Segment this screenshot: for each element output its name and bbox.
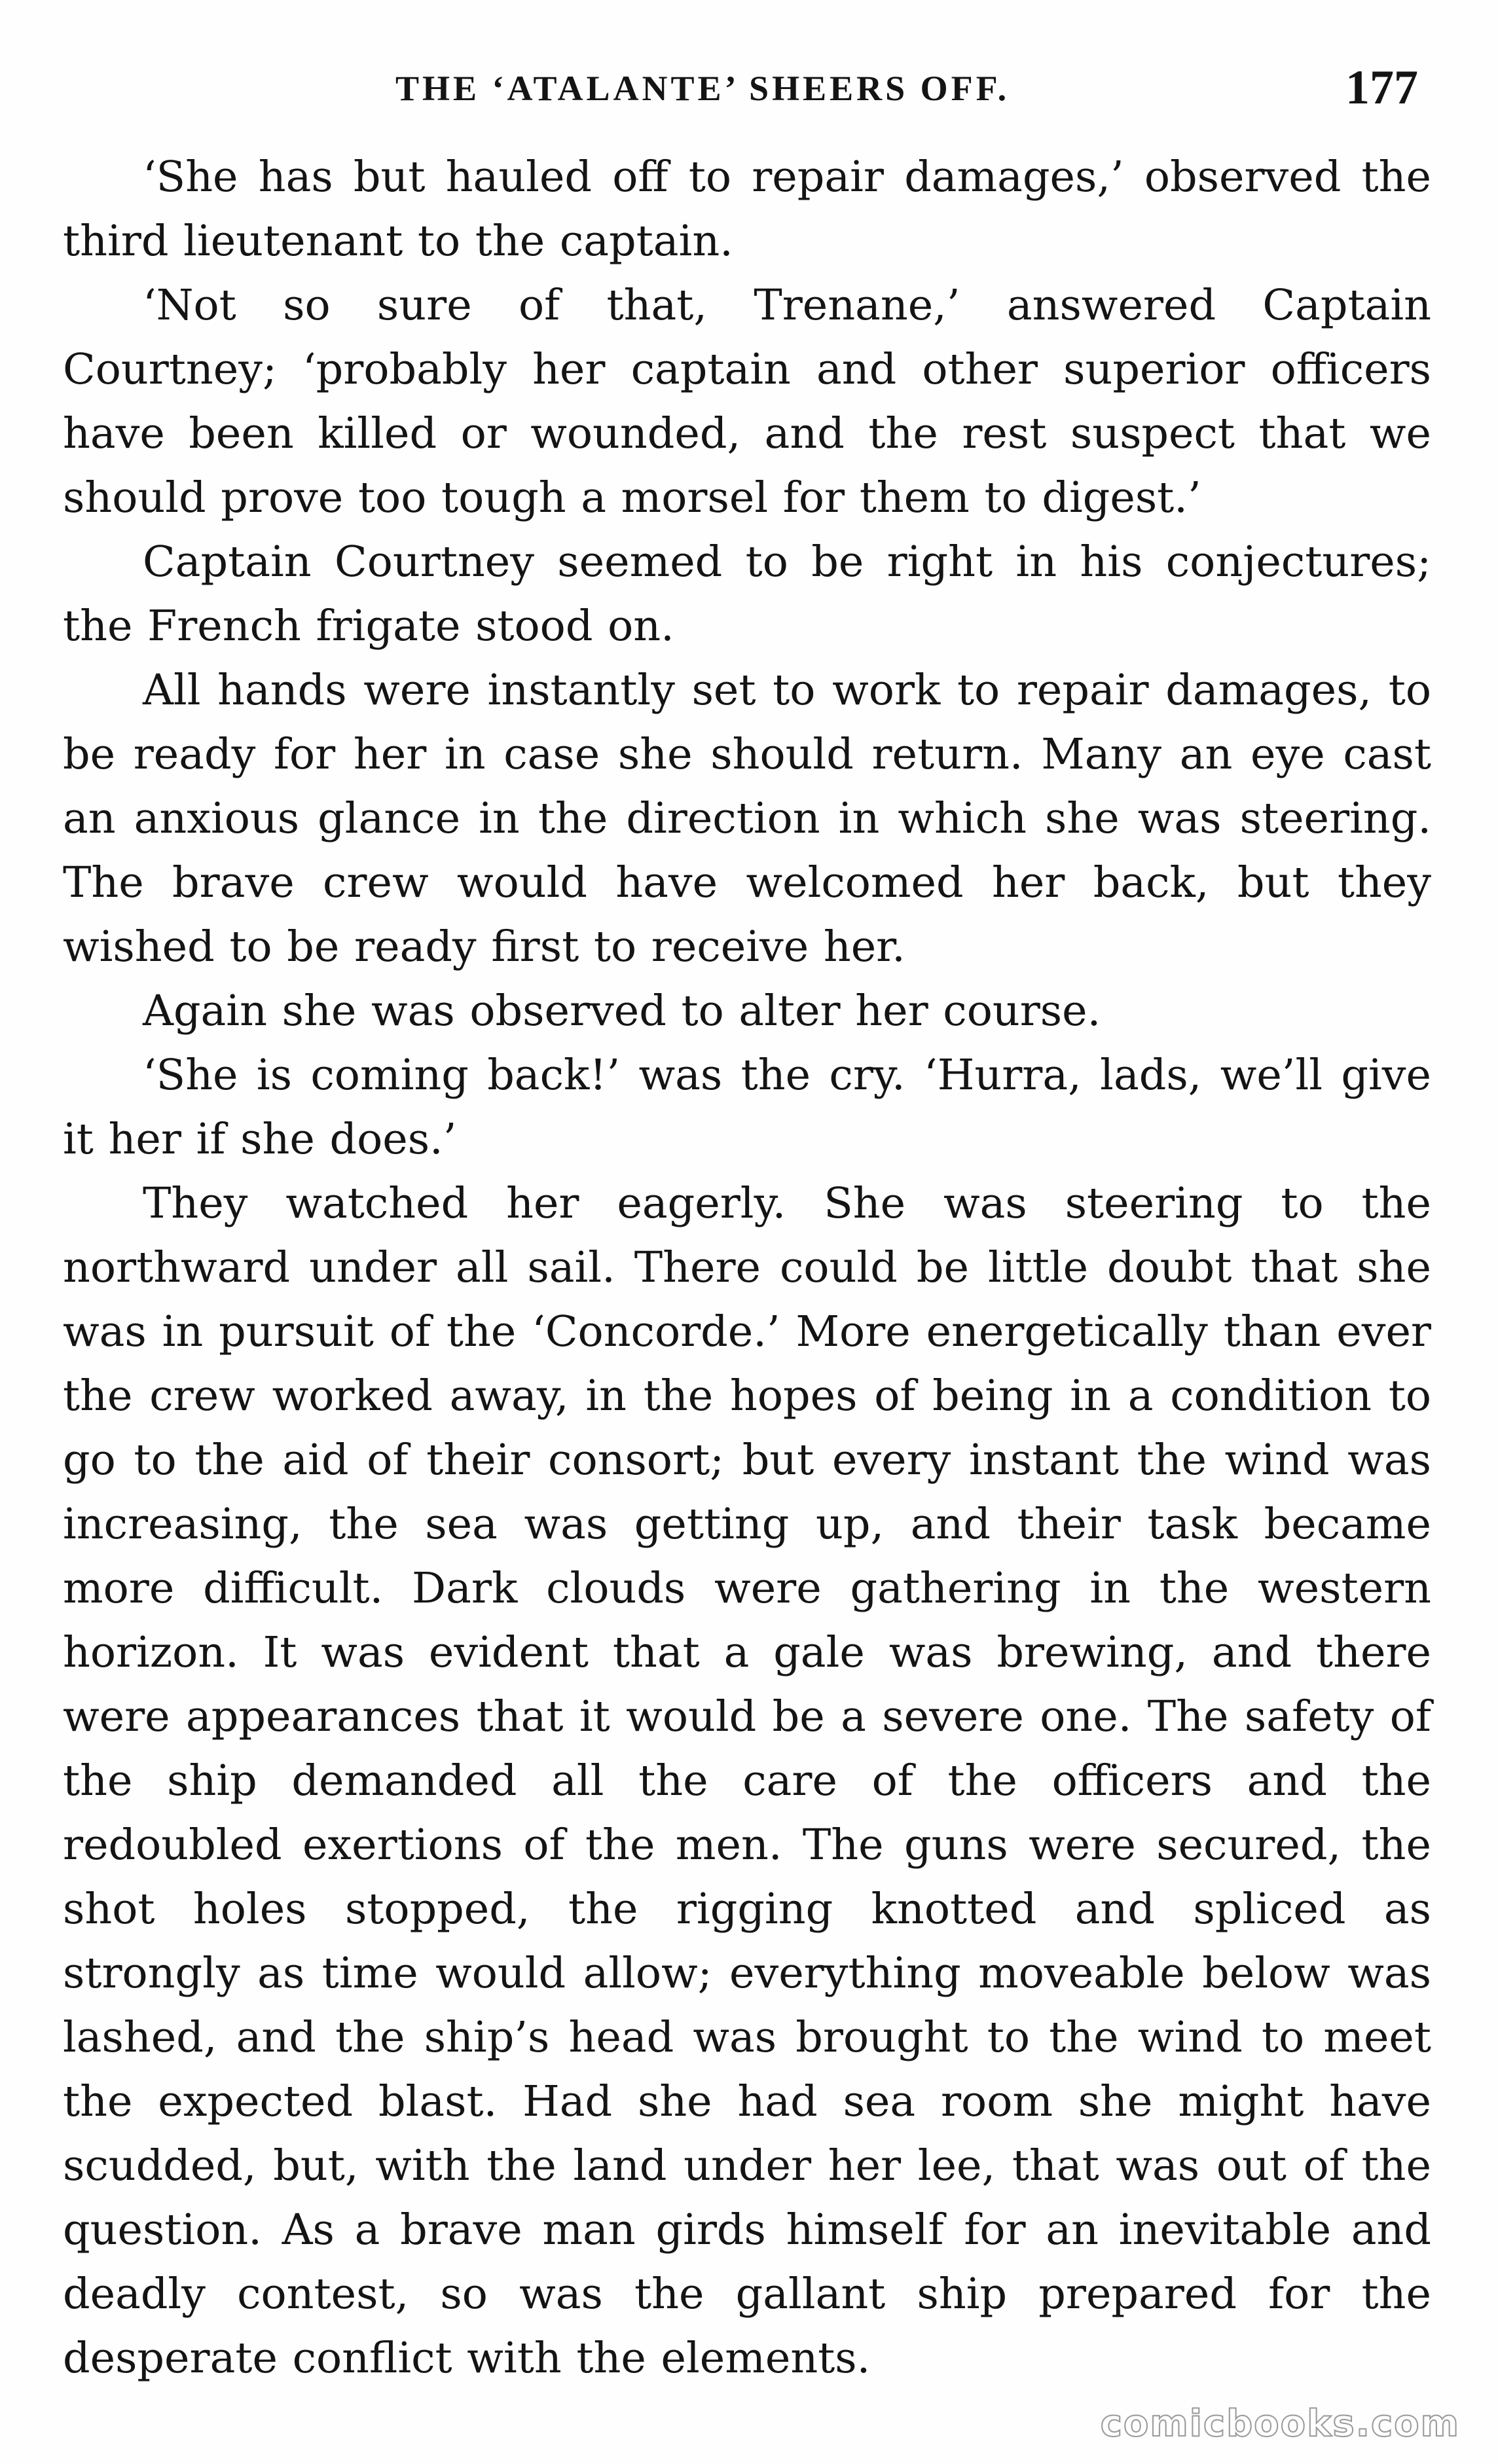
paragraph: ‘Not so sure of that, Trenane,’ answered Captain Courtney; ‘probably her captain and other superior officers have been killed or wounded, and the rest suspect that we should prove too tough a morsel for them to digest.’ bbox=[63, 281, 1431, 522]
paragraph: ‘She is coming back!’ was the cry. ‘Hurra, lads, we’ll give it her if she does.’ bbox=[63, 1051, 1431, 1164]
running-head: THE ‘ATALANTE’ SHEERS OFF. bbox=[395, 69, 1010, 108]
page-number: 177 bbox=[1345, 61, 1418, 115]
paragraph: Captain Courtney seemed to be right in his conjectures; the French frigate stood on. bbox=[63, 537, 1431, 651]
paragraph: All hands were instantly set to work to repair damages, to be ready for her in case she should return. Many an eye cast an anxious glance in the direction in which she was steering. The brave crew would have welcomed her back, but they wished to be ready first to receive her. bbox=[63, 666, 1431, 971]
paragraph: ‘She has but hauled off to repair damages,’ observed the third lieutenant to the captain. bbox=[63, 153, 1431, 266]
watermark: comicbooks.com bbox=[1100, 2402, 1460, 2445]
paragraph: Again she was observed to alter her course. bbox=[143, 987, 1101, 1036]
paragraph: They watched her eagerly. She was steering to the northward under all sail. There could be little doubt that she was in pursuit of the ‘Concorde.’ More energetically than ever the crew worked away, in the hopes of being in a condition to go to the aid of their consort; but every instant the wind was increasing, the sea was getting up, and their task became more difficult. Dark clouds were gathering in the western horizon. It was evident that a gale was brewing, and there were appearances that it would be a severe one. The safety of the ship demanded all the care of the officers and the redoubled exertions of the men. The guns were secured, the shot holes stopped, the rigging knotted and spliced as strongly as time would allow; everything moveable below was lashed, and the ship’s head was brought to the wind to meet the expected blast. Had she had sea room she might have scudded, but, with the land under her lee, that was out of the question. As a brave man girds himself for an inevitable and deadly contest, so was the gallant ship prepared for the desperate conflict with the elements. bbox=[63, 1179, 1431, 2383]
body-text bbox=[63, 145, 1431, 2391]
page-header bbox=[63, 60, 1431, 119]
